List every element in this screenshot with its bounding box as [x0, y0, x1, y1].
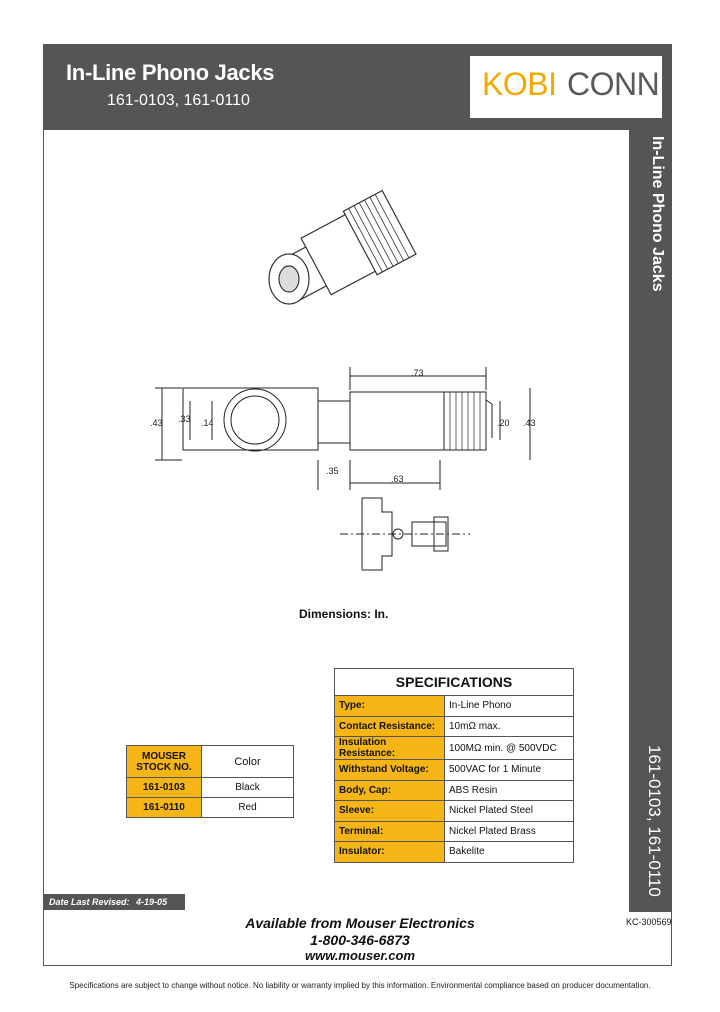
disclaimer: Specifications are subject to change without notice. No liability or warranty implied by this information. Environmental compliance based on producer documentation.	[69, 981, 651, 990]
dim-0-35: .35	[326, 466, 339, 476]
spec-row	[335, 780, 574, 801]
spec-value: In-Line Phono	[445, 696, 574, 717]
spec-row	[335, 842, 574, 863]
phone-number: 1-800-346-6873	[310, 932, 410, 948]
spec-key: Insulator:	[335, 842, 445, 863]
spec-key: Sleeve:	[335, 801, 445, 822]
spec-key: Insulation Resistance:	[335, 737, 445, 760]
revision-date	[43, 894, 185, 910]
dim-0-63: .63	[391, 474, 404, 484]
revised-label: Date Last Revised:	[49, 897, 130, 907]
available-from: Available from Mouser Electronics	[245, 915, 475, 931]
spec-row	[335, 696, 574, 717]
specifications-table	[334, 668, 574, 863]
spec-row	[335, 716, 574, 737]
spec-value: 100MΩ min. @ 500VDC	[445, 737, 574, 760]
dimensions-label: Dimensions: In.	[299, 607, 389, 621]
stock-color: Black	[202, 778, 294, 798]
spec-row	[335, 737, 574, 760]
sidebar-title: In-Line Phono Jacks	[649, 136, 666, 292]
stock-row	[127, 778, 294, 798]
logo-conn-text: CONN	[567, 66, 660, 102]
spec-key: Contact Resistance:	[335, 716, 445, 737]
spec-value: ABS Resin	[445, 780, 574, 801]
website-link[interactable]: www.mouser.com	[304, 948, 416, 963]
sidebar-part-numbers: 161-0103, 161-0110	[645, 745, 664, 897]
spec-value: Nickel Plated Brass	[445, 821, 574, 842]
page-title: In-Line Phono Jacks	[66, 60, 275, 85]
spec-value: Nickel Plated Steel	[445, 801, 574, 822]
spec-title: SPECIFICATIONS	[335, 669, 574, 696]
spec-key: Terminal:	[335, 821, 445, 842]
dim-0-33: .33	[178, 414, 191, 424]
dim-0-43-left: .43	[150, 418, 163, 428]
spec-row	[335, 760, 574, 781]
spec-key: Body, Cap:	[335, 780, 445, 801]
stock-header: MOUSER STOCK NO.	[127, 746, 202, 778]
spec-key: Withstand Voltage:	[335, 760, 445, 781]
stock-table	[126, 745, 294, 818]
part-numbers: 161-0103, 161-0110	[107, 92, 250, 109]
dim-0-43-right: .43	[523, 418, 536, 428]
spec-value: 500VAC for 1 Minute	[445, 760, 574, 781]
spec-row	[335, 821, 574, 842]
stock-row	[127, 798, 294, 818]
document-code: KC-300569	[626, 917, 672, 927]
spec-value: 10mΩ max.	[445, 716, 574, 737]
spec-value: Bakelite	[445, 842, 574, 863]
revised-date: 4-19-05	[136, 897, 168, 907]
logo-kobi-text: KOBI	[482, 66, 557, 102]
stock-number: 161-0110	[127, 798, 202, 818]
dim-0-73: .73	[411, 368, 424, 378]
spec-key: Type:	[335, 696, 445, 717]
dim-0-20: .20	[497, 418, 510, 428]
color-header: Color	[202, 746, 294, 778]
spec-row	[335, 801, 574, 822]
stock-color: Red	[202, 798, 294, 818]
dim-0-14: .14	[201, 418, 214, 428]
stock-number: 161-0103	[127, 778, 202, 798]
